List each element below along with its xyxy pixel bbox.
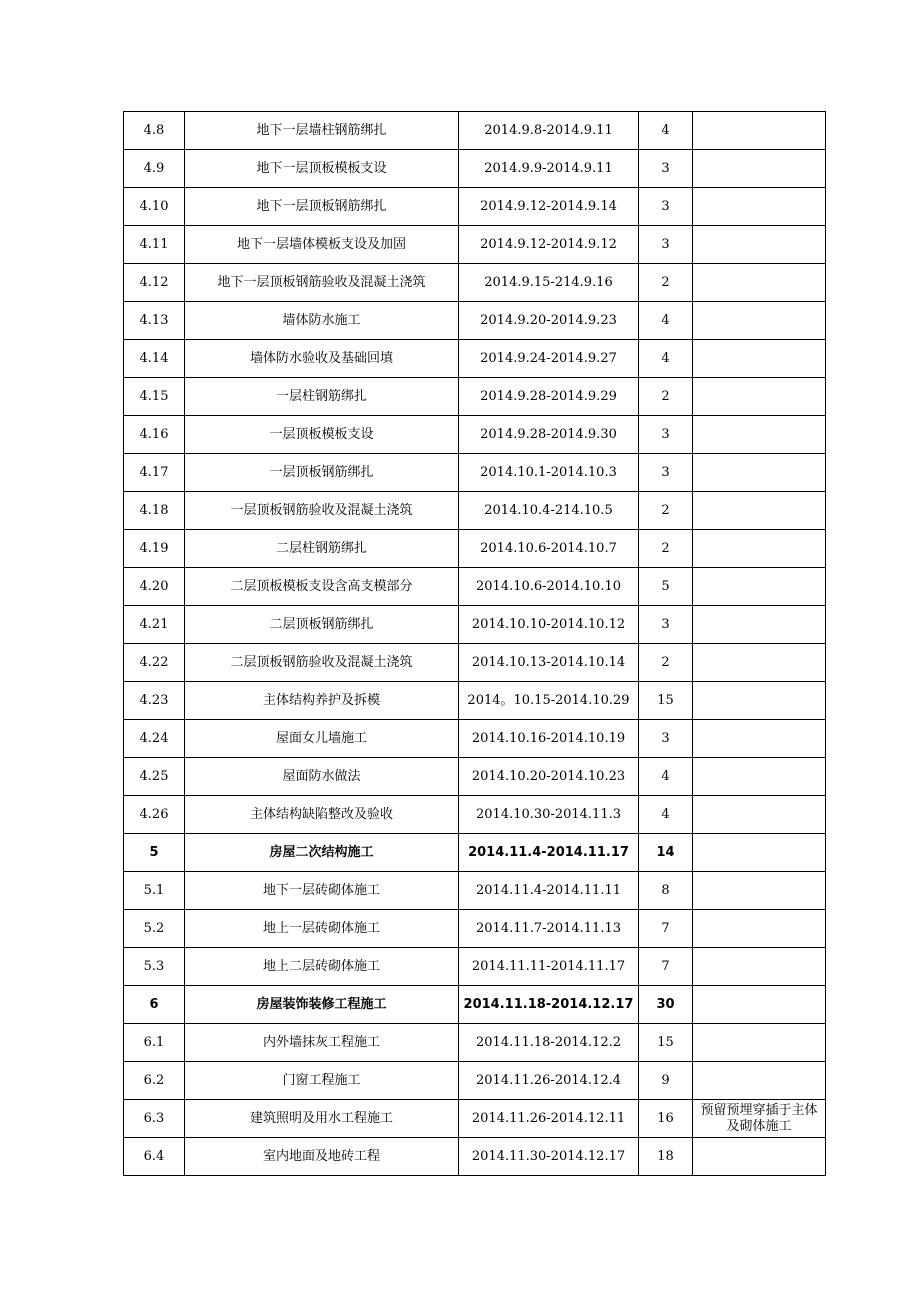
table-row xyxy=(124,1138,826,1176)
task-name: 一层柱钢筋绑扎 xyxy=(185,378,459,416)
task-name: 地下一层墙柱钢筋绑扎 xyxy=(185,112,459,150)
task-name: 墙体防水验收及基础回填 xyxy=(185,340,459,378)
task-note xyxy=(693,454,826,492)
task-days: 2 xyxy=(639,644,693,682)
row-number: 4.9 xyxy=(124,150,185,188)
task-days: 2 xyxy=(639,378,693,416)
row-number: 4.23 xyxy=(124,682,185,720)
task-note xyxy=(693,910,826,948)
task-period: 2014.9.9-2014.9.11 xyxy=(459,150,639,188)
task-period: 2014.11.18-2014.12.2 xyxy=(459,1024,639,1062)
task-note xyxy=(693,948,826,986)
task-name: 地下一层砖砌体施工 xyxy=(185,872,459,910)
task-period: 2014.11.4-2014.11.17 xyxy=(459,834,639,872)
task-days: 30 xyxy=(639,986,693,1024)
task-days: 2 xyxy=(639,492,693,530)
task-name: 主体结构养护及拆模 xyxy=(185,682,459,720)
task-period: 2014.10.4-214.10.5 xyxy=(459,492,639,530)
task-note xyxy=(693,492,826,530)
task-name: 二层顶板钢筋绑扎 xyxy=(185,606,459,644)
task-days: 2 xyxy=(639,264,693,302)
task-name: 屋面女儿墙施工 xyxy=(185,720,459,758)
task-period: 2014.9.15-214.9.16 xyxy=(459,264,639,302)
row-number: 6.3 xyxy=(124,1100,185,1138)
table-row xyxy=(124,340,826,378)
task-name: 一层顶板钢筋绑扎 xyxy=(185,454,459,492)
task-note xyxy=(693,530,826,568)
task-period: 2014.11.30-2014.12.17 xyxy=(459,1138,639,1176)
task-days: 4 xyxy=(639,112,693,150)
task-period: 2014。10.15-2014.10.29 xyxy=(459,682,639,720)
task-name: 内外墙抹灰工程施工 xyxy=(185,1024,459,1062)
task-note xyxy=(693,416,826,454)
task-note xyxy=(693,986,826,1024)
row-number: 4.12 xyxy=(124,264,185,302)
row-number: 4.22 xyxy=(124,644,185,682)
task-note xyxy=(693,1024,826,1062)
row-number: 6.2 xyxy=(124,1062,185,1100)
task-days: 4 xyxy=(639,302,693,340)
task-note xyxy=(693,682,826,720)
task-name: 二层顶板模板支设含高支模部分 xyxy=(185,568,459,606)
row-number: 4.13 xyxy=(124,302,185,340)
task-note xyxy=(693,150,826,188)
task-note xyxy=(693,872,826,910)
table-row xyxy=(124,416,826,454)
task-note xyxy=(693,1062,826,1100)
task-period: 2014.10.6-2014.10.7 xyxy=(459,530,639,568)
row-number: 4.15 xyxy=(124,378,185,416)
row-number: 4.24 xyxy=(124,720,185,758)
task-note xyxy=(693,644,826,682)
task-note xyxy=(693,758,826,796)
task-period: 2014.11.26-2014.12.4 xyxy=(459,1062,639,1100)
table-row xyxy=(124,758,826,796)
table-row xyxy=(124,1062,826,1100)
table-row xyxy=(124,948,826,986)
task-note xyxy=(693,834,826,872)
task-name: 地下一层顶板模板支设 xyxy=(185,150,459,188)
task-days: 3 xyxy=(639,188,693,226)
task-days: 9 xyxy=(639,1062,693,1100)
schedule-body xyxy=(124,112,826,1176)
table-row xyxy=(124,188,826,226)
row-number: 5.3 xyxy=(124,948,185,986)
task-period: 2014.9.28-2014.9.29 xyxy=(459,378,639,416)
task-name: 地下一层顶板钢筋绑扎 xyxy=(185,188,459,226)
table-row xyxy=(124,530,826,568)
row-number: 4.10 xyxy=(124,188,185,226)
table-row xyxy=(124,492,826,530)
task-note xyxy=(693,188,826,226)
row-number: 5.1 xyxy=(124,872,185,910)
task-days: 2 xyxy=(639,530,693,568)
task-name: 一层顶板模板支设 xyxy=(185,416,459,454)
task-note xyxy=(693,264,826,302)
table-row xyxy=(124,226,826,264)
row-number: 4.17 xyxy=(124,454,185,492)
task-name: 室内地面及地砖工程 xyxy=(185,1138,459,1176)
task-note: 预留预埋穿插于主体及砌体施工 xyxy=(693,1100,826,1138)
task-note xyxy=(693,340,826,378)
task-days: 4 xyxy=(639,796,693,834)
task-note xyxy=(693,378,826,416)
task-period: 2014.10.10-2014.10.12 xyxy=(459,606,639,644)
task-name: 地上二层砖砌体施工 xyxy=(185,948,459,986)
table-row xyxy=(124,302,826,340)
table-row xyxy=(124,264,826,302)
task-note xyxy=(693,1138,826,1176)
task-days: 16 xyxy=(639,1100,693,1138)
task-period: 2014.11.4-2014.11.11 xyxy=(459,872,639,910)
task-name: 房屋二次结构施工 xyxy=(185,834,459,872)
table-row xyxy=(124,378,826,416)
task-period: 2014.10.20-2014.10.23 xyxy=(459,758,639,796)
task-days: 3 xyxy=(639,720,693,758)
table-row xyxy=(124,872,826,910)
task-period: 2014.11.26-2014.12.11 xyxy=(459,1100,639,1138)
task-days: 7 xyxy=(639,910,693,948)
task-period: 2014.9.8-2014.9.11 xyxy=(459,112,639,150)
row-number: 6.1 xyxy=(124,1024,185,1062)
row-number: 6 xyxy=(124,986,185,1024)
task-days: 4 xyxy=(639,340,693,378)
task-name: 一层顶板钢筋验收及混凝土浇筑 xyxy=(185,492,459,530)
task-days: 3 xyxy=(639,150,693,188)
task-days: 15 xyxy=(639,1024,693,1062)
table-row xyxy=(124,720,826,758)
table-row xyxy=(124,1100,826,1138)
row-number: 4.11 xyxy=(124,226,185,264)
row-number: 6.4 xyxy=(124,1138,185,1176)
section-row xyxy=(124,986,826,1024)
task-name: 房屋装饰装修工程施工 xyxy=(185,986,459,1024)
row-number: 4.25 xyxy=(124,758,185,796)
task-period: 2014.9.20-2014.9.23 xyxy=(459,302,639,340)
task-note xyxy=(693,568,826,606)
table-row xyxy=(124,1024,826,1062)
table-row xyxy=(124,796,826,834)
task-name: 二层柱钢筋绑扎 xyxy=(185,530,459,568)
row-number: 5.2 xyxy=(124,910,185,948)
table-row xyxy=(124,150,826,188)
row-number: 4.26 xyxy=(124,796,185,834)
row-number: 4.16 xyxy=(124,416,185,454)
task-period: 2014.9.12-2014.9.12 xyxy=(459,226,639,264)
table-row xyxy=(124,682,826,720)
task-note xyxy=(693,720,826,758)
table-row xyxy=(124,112,826,150)
task-period: 2014.9.28-2014.9.30 xyxy=(459,416,639,454)
task-period: 2014.10.30-2014.11.3 xyxy=(459,796,639,834)
task-period: 2014.10.16-2014.10.19 xyxy=(459,720,639,758)
task-name: 门窗工程施工 xyxy=(185,1062,459,1100)
row-number: 5 xyxy=(124,834,185,872)
task-name: 地上一层砖砌体施工 xyxy=(185,910,459,948)
task-days: 18 xyxy=(639,1138,693,1176)
row-number: 4.20 xyxy=(124,568,185,606)
row-number: 4.21 xyxy=(124,606,185,644)
task-name: 二层顶板钢筋验收及混凝土浇筑 xyxy=(185,644,459,682)
task-days: 4 xyxy=(639,758,693,796)
task-days: 15 xyxy=(639,682,693,720)
task-name: 建筑照明及用水工程施工 xyxy=(185,1100,459,1138)
task-period: 2014.9.12-2014.9.14 xyxy=(459,188,639,226)
task-name: 屋面防水做法 xyxy=(185,758,459,796)
task-period: 2014.10.13-2014.10.14 xyxy=(459,644,639,682)
task-days: 7 xyxy=(639,948,693,986)
task-days: 5 xyxy=(639,568,693,606)
row-number: 4.8 xyxy=(124,112,185,150)
task-note xyxy=(693,606,826,644)
row-number: 4.14 xyxy=(124,340,185,378)
table-row xyxy=(124,568,826,606)
table-row xyxy=(124,910,826,948)
task-days: 3 xyxy=(639,416,693,454)
task-name: 墙体防水施工 xyxy=(185,302,459,340)
row-number: 4.19 xyxy=(124,530,185,568)
row-number: 4.18 xyxy=(124,492,185,530)
construction-schedule-table xyxy=(123,111,826,1176)
task-name: 地下一层顶板钢筋验收及混凝土浇筑 xyxy=(185,264,459,302)
task-days: 3 xyxy=(639,226,693,264)
task-period: 2014.11.18-2014.12.17 xyxy=(459,986,639,1024)
task-note xyxy=(693,112,826,150)
table-row xyxy=(124,454,826,492)
task-days: 8 xyxy=(639,872,693,910)
table-row xyxy=(124,606,826,644)
task-days: 14 xyxy=(639,834,693,872)
section-row xyxy=(124,834,826,872)
task-note xyxy=(693,796,826,834)
task-period: 2014.11.7-2014.11.13 xyxy=(459,910,639,948)
task-days: 3 xyxy=(639,606,693,644)
task-note xyxy=(693,302,826,340)
task-note xyxy=(693,226,826,264)
task-period: 2014.11.11-2014.11.17 xyxy=(459,948,639,986)
task-days: 3 xyxy=(639,454,693,492)
task-period: 2014.10.1-2014.10.3 xyxy=(459,454,639,492)
table-row xyxy=(124,644,826,682)
task-period: 2014.10.6-2014.10.10 xyxy=(459,568,639,606)
task-name: 主体结构缺陷整改及验收 xyxy=(185,796,459,834)
task-period: 2014.9.24-2014.9.27 xyxy=(459,340,639,378)
task-name: 地下一层墙体模板支设及加固 xyxy=(185,226,459,264)
